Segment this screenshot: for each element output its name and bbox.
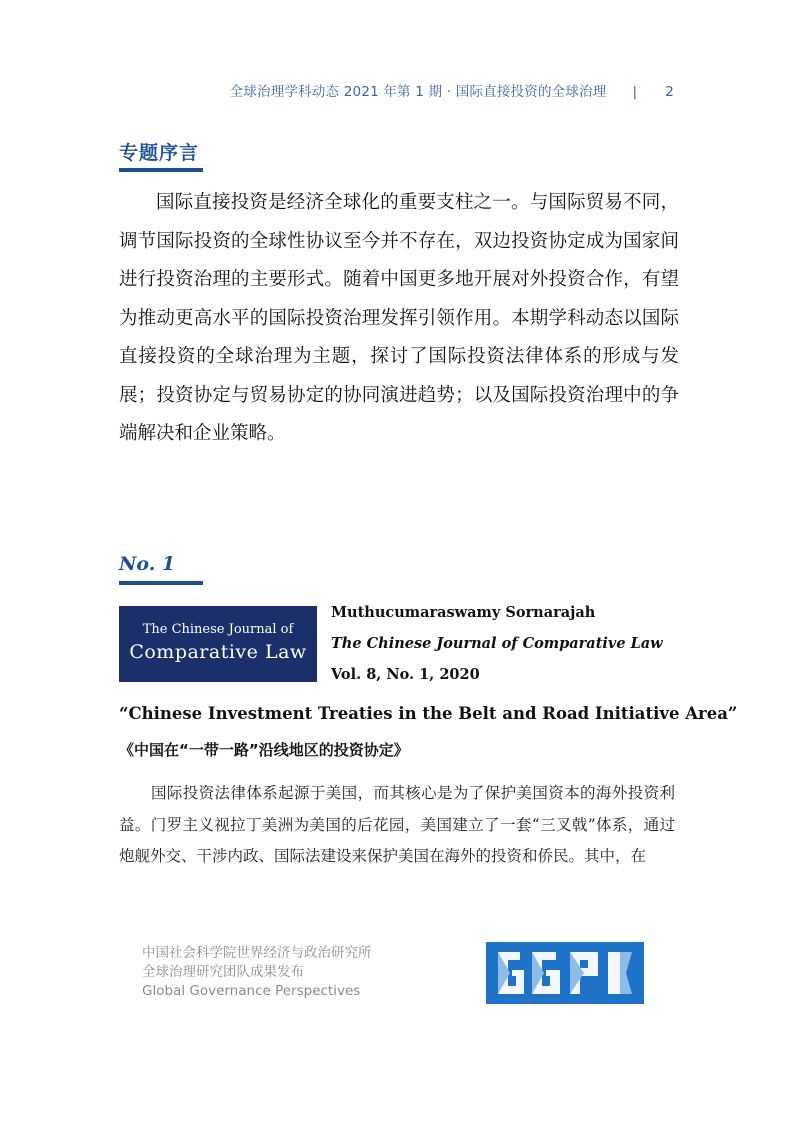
page-number: 2 [665,84,674,100]
footer-line1: 中国社会科学院世界经济与政治研究所 [142,945,372,961]
footer-line3: Global Governance Perspectives [142,983,361,999]
running-header [230,80,674,100]
header-separator: | [632,84,638,100]
item-number-underline [119,581,203,585]
footer-institution [142,944,372,1001]
footer-line2: 全球治理研究团队成果发布 [142,964,304,980]
cover-line1: The Chinese Journal of [142,622,294,637]
author: Muthucumaraswamy Sornarajah [331,604,596,621]
intro-paragraph: 国际直接投资是经济全球化的重要支柱之一。与国际贸易不同，调节国际投资的全球性协议至今并不存在，双边投资协定成为国家间进行投资治理的主要形式。随着中国更多地开展对外投资合作，有望为推动更高水平的国际投资治理发挥引领作用。本期学科动态以国际直接投资的全球治理为主题，探讨了国际投资法律体系的形成与发展；投资协定与贸易协定的协同演进趋势；以及国际投资治理中的争端解决和企业策略。 [119,192,679,444]
section-title: 专题序言 [119,142,200,164]
section-title-underline [119,168,203,172]
running-title: 全球治理学科动态 2021 年第 1 期 · 国际直接投资的全球治理 [229,84,607,100]
item-number-label: No. 1 [119,553,176,575]
article-title-en: “Chinese Investment Treaties in the Belt and Road Initiative Area” [119,704,738,723]
volume-info: Vol. 8, No. 1, 2020 [331,666,480,683]
article-title-cn: 《中国在“一带一路”沿线地区的投资协定》 [119,741,409,759]
journal-cover [119,606,317,682]
journal-name: The Chinese Journal of Comparative Law [331,635,663,652]
ggpi-logo [486,942,644,1004]
cover-line2: Comparative Law [129,641,307,663]
article-body: 国际投资法律体系起源于美国，而其核心是为了保护美国资本的海外投资利益。门罗主义视拉丁美洲为美国的后花园，美国建立了一套“三叉戟”体系，通过炮舰外交、干涉内政、国际法建设来保护美国在海外的投资和侨民。其中，在 [119,784,675,865]
